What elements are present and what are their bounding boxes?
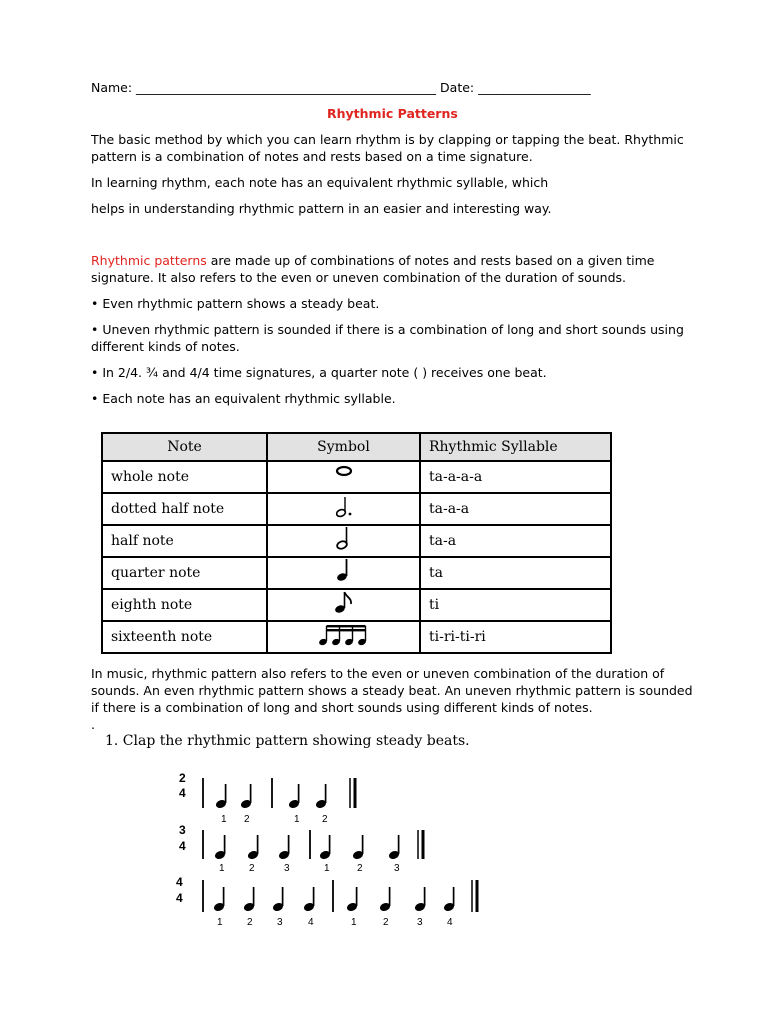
note-name: eighth note bbox=[102, 589, 267, 621]
note-name: sixteenth note bbox=[102, 621, 267, 653]
symbol-cell bbox=[267, 621, 420, 653]
intro-line-4: helps in understanding rhythmic pattern in an easier and interesting way. bbox=[91, 201, 552, 216]
quarter-note-icon bbox=[247, 835, 259, 860]
exercise-instruction: 1. Clap the rhythmic pattern showing steady beats. bbox=[105, 733, 470, 749]
quarter-note-icon bbox=[240, 784, 252, 809]
beat-count: 2 bbox=[247, 917, 253, 928]
quarter-note-icon bbox=[315, 784, 327, 809]
quarter-note-icon bbox=[288, 784, 300, 809]
time-signature-bottom: 4 bbox=[179, 839, 186, 853]
quarter-note-icon bbox=[214, 835, 226, 860]
bullet-even: • Even rhythmic pattern shows a steady beat. bbox=[91, 296, 380, 311]
whole-note-icon bbox=[324, 462, 364, 488]
header-note: Note bbox=[102, 433, 267, 461]
beat-count: 2 bbox=[383, 917, 389, 928]
quarter-note-icon bbox=[278, 835, 290, 860]
symbol-cell bbox=[267, 461, 420, 493]
half-note-icon bbox=[324, 526, 364, 552]
beat-count: 4 bbox=[308, 917, 314, 928]
beat-count: 4 bbox=[447, 917, 453, 928]
quarter-note-icon bbox=[346, 887, 358, 912]
note-name: half note bbox=[102, 525, 267, 557]
closing-line-2: sounds. An even rhythmic pattern shows a steady beat. An uneven rhythmic pattern is sounded bbox=[91, 683, 693, 698]
beat-count: 3 bbox=[417, 917, 423, 928]
symbol-cell bbox=[267, 589, 420, 621]
syllable: ti bbox=[420, 589, 611, 621]
quarter-note-icon bbox=[324, 558, 364, 584]
bullet-uneven-1: • Uneven rhythmic pattern is sounded if there is a combination of long and short sounds using bbox=[91, 322, 684, 337]
staff-3-4 bbox=[179, 823, 423, 874]
syllable: ti-ri-ti-ri bbox=[420, 621, 611, 653]
beat-count: 1 bbox=[294, 814, 300, 825]
beat-count: 2 bbox=[244, 814, 250, 825]
intro-line-1: The basic method by which you can learn rhythm is by clapping or tapping the beat. Rhythmic bbox=[91, 132, 684, 147]
symbol-cell bbox=[267, 493, 420, 525]
intro-line-2: pattern is a combination of notes and rests based on a time signature. bbox=[91, 149, 533, 164]
name-date-line: Name: ________________________________________________ Date: __________________ bbox=[91, 80, 591, 95]
closing-line-4: . bbox=[91, 717, 95, 732]
syllable: ta bbox=[420, 557, 611, 589]
note-name: dotted half note bbox=[102, 493, 267, 525]
intro-line-3: In learning rhythm, each note has an equivalent rhythmic syllable, which bbox=[91, 175, 549, 190]
note-name: whole note bbox=[102, 461, 267, 493]
quarter-note-icon bbox=[414, 887, 426, 912]
beat-count: 2 bbox=[249, 863, 255, 874]
beat-count: 3 bbox=[277, 917, 283, 928]
time-signature-bottom: 4 bbox=[176, 891, 183, 905]
definition-term: Rhythmic patterns bbox=[91, 253, 207, 268]
staff-4-4 bbox=[176, 875, 477, 928]
quarter-note-icon bbox=[443, 887, 455, 912]
syllable: ta-a bbox=[420, 525, 611, 557]
beat-count: 1 bbox=[217, 917, 223, 928]
beat-count: 3 bbox=[394, 863, 400, 874]
symbol-cell bbox=[267, 525, 420, 557]
quarter-note-icon bbox=[243, 887, 255, 912]
beat-count: 1 bbox=[351, 917, 357, 928]
closing-line-1: In music, rhythmic pattern also refers to the even or uneven combination of the duration of bbox=[91, 666, 665, 681]
quarter-note-icon bbox=[213, 887, 225, 912]
beat-count: 1 bbox=[324, 863, 330, 874]
time-signature-top: 4 bbox=[176, 875, 183, 889]
bullet-time-signatures: • In 2/4. ¾ and 4/4 time signatures, a quarter note ( ) receives one beat. bbox=[91, 365, 547, 380]
sixteenth-notes-icon bbox=[314, 622, 374, 648]
definition-line-2: signature. It also refers to the even or uneven combination of the duration of sounds. bbox=[91, 270, 627, 285]
beat-count: 1 bbox=[221, 814, 227, 825]
quarter-note-icon bbox=[379, 887, 391, 912]
beat-count: 2 bbox=[322, 814, 328, 825]
beat-count: 2 bbox=[357, 863, 363, 874]
rhythm-exercise bbox=[170, 770, 500, 930]
quarter-note-icon bbox=[215, 784, 227, 809]
beat-count: 1 bbox=[219, 863, 225, 874]
notes-table bbox=[101, 432, 612, 654]
definition-text: are made up of combinations of notes and rests based on a given time bbox=[206, 253, 655, 268]
quarter-note-icon bbox=[272, 887, 284, 912]
dotted-half-note-icon bbox=[324, 494, 364, 520]
definition-line-1 bbox=[91, 252, 654, 269]
quarter-note-icon bbox=[319, 835, 331, 860]
note-name: quarter note bbox=[102, 557, 267, 589]
header-syllable: Rhythmic Syllable bbox=[420, 433, 611, 461]
bullet-uneven-2: different kinds of notes. bbox=[91, 339, 240, 354]
quarter-note-icon bbox=[352, 835, 364, 860]
eighth-note-icon bbox=[324, 590, 364, 616]
staff-2-4 bbox=[179, 771, 355, 825]
syllable: ta-a-a-a bbox=[420, 461, 611, 493]
bullet-syllables: • Each note has an equivalent rhythmic syllable. bbox=[91, 391, 396, 406]
time-signature-top: 3 bbox=[179, 823, 186, 837]
quarter-note-icon bbox=[388, 835, 400, 860]
quarter-note-icon bbox=[303, 887, 315, 912]
closing-line-3: if there is a combination of long and short sounds using different kinds of notes. bbox=[91, 700, 593, 715]
time-signature-top: 2 bbox=[179, 771, 186, 785]
page-title: Rhythmic Patterns bbox=[327, 106, 458, 121]
syllable: ta-a-a bbox=[420, 493, 611, 525]
symbol-cell bbox=[267, 557, 420, 589]
header-symbol: Symbol bbox=[267, 433, 420, 461]
time-signature-bottom: 4 bbox=[179, 786, 186, 800]
beat-count: 3 bbox=[284, 863, 290, 874]
